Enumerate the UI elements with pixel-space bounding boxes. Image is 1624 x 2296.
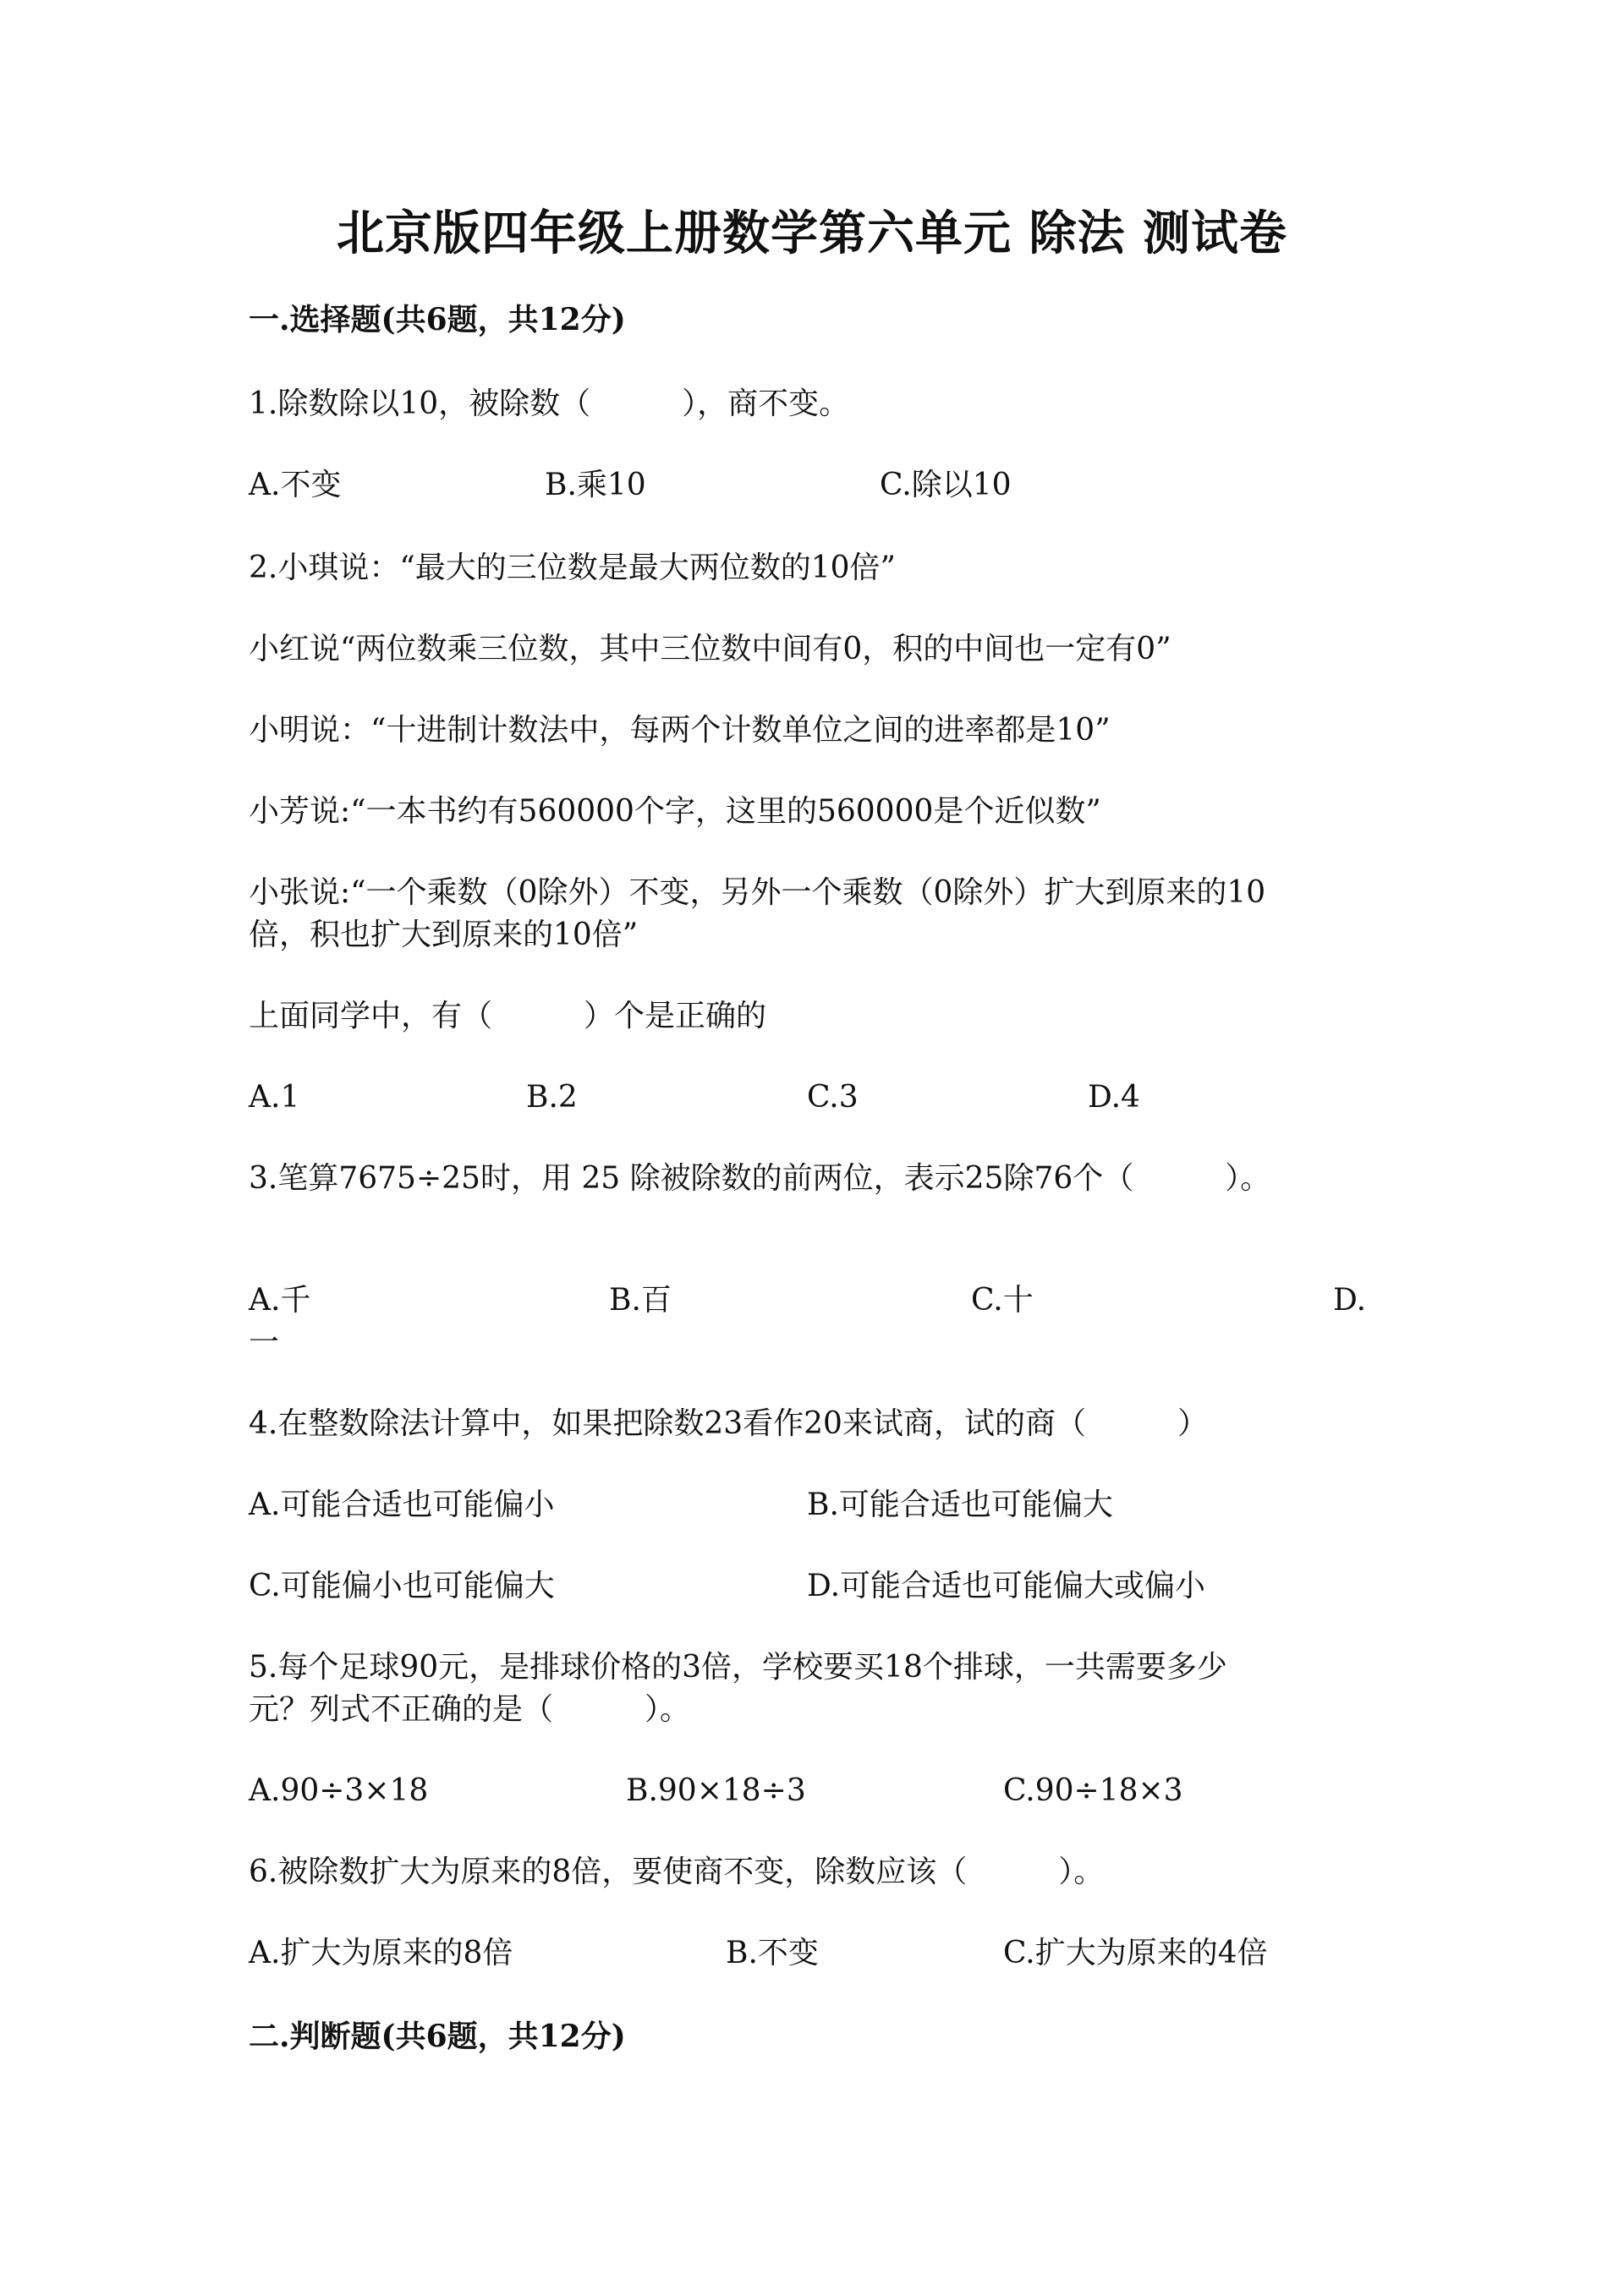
question-2-line-6: 倍，积也扩大到原来的10倍” — [249, 918, 639, 952]
q1-option-b: B.乘10 — [545, 468, 646, 502]
q1-option-c: C.除以10 — [880, 468, 1012, 502]
question-5-line-1: 5.每个足球90元，是排球价格的3倍，学校要买18个排球，一共需要多少 — [249, 1650, 1227, 1685]
q3-option-b: B.百 — [609, 1283, 672, 1318]
question-1: 1.除数除以10，被除数（ ），商不变。 — [249, 386, 850, 421]
question-2-line-7: 上面同学中，有（ ）个是正确的 — [249, 999, 767, 1033]
exam-title: 北京版四年级上册数学第六单元 除法 测试卷 — [337, 205, 1287, 261]
question-2-line-1: 2.小琪说：“最大的三位数是最大两位数的10倍” — [249, 551, 896, 585]
section-choice-heading: 一.选择题(共6题，共12分) — [249, 302, 626, 337]
q6-option-a: A.扩大为原来的8倍 — [249, 1936, 513, 1970]
q1-option-a: A.不变 — [249, 468, 342, 502]
q2-option-b: B.2 — [526, 1080, 578, 1115]
q5-option-a: A.90÷3×18 — [249, 1773, 429, 1808]
q3-option-d: D. — [1333, 1283, 1367, 1318]
q4-option-d: D.可能合适也可能偏大或偏小 — [807, 1569, 1206, 1603]
q2-option-a: A.1 — [249, 1080, 300, 1115]
question-3: 3.笔算7675÷25时，用 25 除被除数的前两位，表示25除76个（ ）。 — [249, 1161, 1271, 1196]
question-5-line-2: 元？列式不正确的是（ ）。 — [249, 1692, 691, 1727]
q4-option-a: A.可能合适也可能偏小 — [249, 1488, 555, 1522]
question-4: 4.在整数除法计算中，如果把除数23看作20来试商，试的商（ ） — [249, 1406, 1208, 1441]
question-2-line-4: 小芳说:“一本书约有560000个字，这里的560000是个近似数” — [249, 794, 1101, 829]
question-2-line-2: 小红说“两位数乘三位数，其中三位数中间有0，积的中间也一定有0” — [249, 632, 1171, 666]
q4-option-b: B.可能合适也可能偏大 — [807, 1488, 1113, 1522]
q2-option-c: C.3 — [807, 1080, 859, 1115]
q3-option-a: A.千 — [249, 1283, 311, 1318]
q6-option-c: C.扩大为原来的4倍 — [1003, 1936, 1268, 1970]
q5-option-c: C.90÷18×3 — [1003, 1773, 1183, 1808]
q3-option-c: C.十 — [971, 1283, 1034, 1318]
question-6: 6.被除数扩大为原来的8倍，要使商不变，除数应该（ ）。 — [249, 1855, 1105, 1889]
question-2-line-3: 小明说：“十进制计数法中，每两个计数单位之间的进率都是10” — [249, 713, 1111, 748]
q4-option-c: C.可能偏小也可能偏大 — [249, 1569, 555, 1603]
question-2-line-5: 小张说:“一个乘数（0除外）不变，另外一个乘数（0除外）扩大到原来的10 — [249, 875, 1266, 910]
q2-option-d: D.4 — [1088, 1080, 1140, 1115]
q6-option-b: B.不变 — [726, 1936, 819, 1970]
q3-option-d-wrap: 一 — [249, 1325, 280, 1360]
q5-option-b: B.90×18÷3 — [626, 1773, 806, 1808]
section-judgement-heading: 二.判断题(共6题，共12分) — [249, 2019, 626, 2054]
